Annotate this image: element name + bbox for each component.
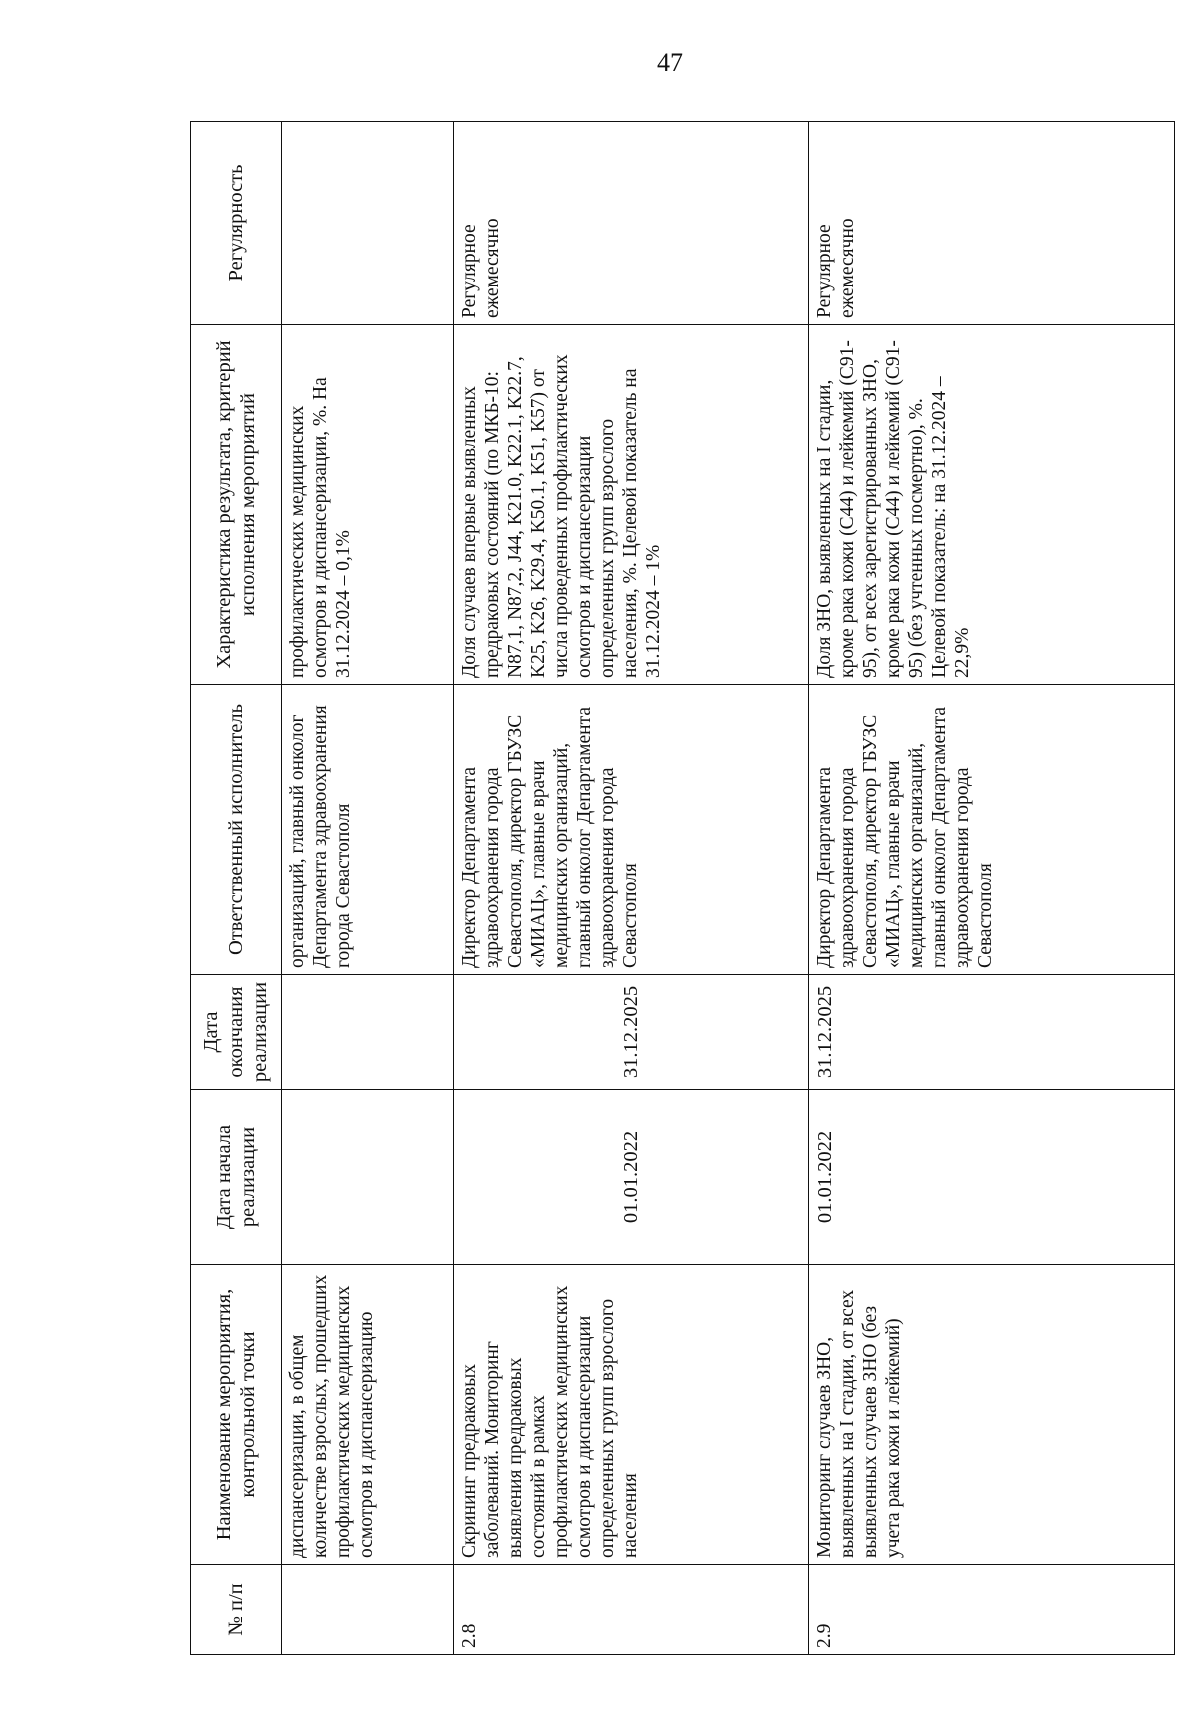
cell-regularity [281, 122, 453, 325]
cell-name: Мониторинг случаев ЗНО, выявленных на I стадии, от всех выявленных случаев ЗНО (без учета рака кожи и лейкемий) [808, 1265, 1174, 1565]
cell-regularity: Регулярное ежемесячно [453, 122, 808, 325]
header-regularity: Регулярность [191, 122, 282, 325]
cell-name: Скрининг предраковых заболеваний. Мониторинг выявления предраковых состояний в рамках профилактических медицинских осмотров и диспансеризации определенных групп взрослого населения [453, 1265, 808, 1565]
cell-number [281, 1565, 453, 1655]
header-number: № п/п [191, 1565, 282, 1655]
table-row [453, 122, 808, 1655]
cell-result: Доля случаев впервые выявленных предраковых состояний (по МКБ-10: N87,1, N87,2, J44, K21.0, K22.1, K22.7, K25, K26, K29.4, K50.1, K51, K57) от числа проведенных профилактических осмотров и диспансеризации определенных групп взрослого населения, %. Целевой показатель на 31.12.2024 – 1% [453, 325, 808, 685]
cell-end-date [281, 975, 453, 1090]
cell-start-date [281, 1090, 453, 1265]
cell-end-date: 31.12.2025 [453, 975, 808, 1090]
cell-regularity: Регулярное ежемесячно [808, 122, 1174, 325]
cell-number: 2.9 [808, 1565, 1174, 1655]
cell-responsible: Директор Департамента здравоохранения города Севастополя, директор ГБУЗС «МИАЦ», главные врачи медицинских организаций, главный онколог Департамента здравоохранения города Севастополя [808, 685, 1174, 975]
cell-start-date: 01.01.2022 [808, 1090, 1174, 1265]
table-header-row [191, 122, 282, 1655]
header-result: Характеристика результата, критерий исполнения мероприятий [191, 325, 282, 685]
header-start-date: Дата начала реализации [191, 1090, 282, 1265]
header-responsible: Ответственный исполнитель [191, 685, 282, 975]
header-end-date: Дата окончания реализации [191, 975, 282, 1090]
cell-number: 2.8 [453, 1565, 808, 1655]
cell-start-date: 01.01.2022 [453, 1090, 808, 1265]
header-name: Наименование мероприятия, контрольной точки [191, 1265, 282, 1565]
rotated-table-container [190, 122, 1175, 1655]
page-number: 47 [657, 48, 683, 77]
cell-responsible: организаций, главный онколог Департамента здравоохранения города Севастополя [281, 685, 453, 975]
cell-end-date: 31.12.2025 [808, 975, 1174, 1090]
cell-name: диспансеризации, в общем количестве взрослых, прошедших профилактических медицинских осмотров и диспансеризацию [281, 1265, 453, 1565]
table-row [281, 122, 453, 1655]
cell-result: профилактических медицинских осмотров и диспансеризации, %. На 31.12.2024 – 0,1% [281, 325, 453, 685]
table-row [808, 122, 1174, 1655]
cell-result: Доля ЗНО, выявленных на I стадии, кроме рака кожи (С44) и лейкемий (С91-95), от всех зарегистрированных ЗНО, кроме рака кожи (С44) и лейкемий (С91-95) (без учтенных посмертно), %. Целевой показатель: на 31.12.2024 – 22,9% [808, 325, 1174, 685]
cell-responsible: Директор Департамента здравоохранения города Севастополя, директор ГБУЗС «МИАЦ», главные врачи медицинских организаций, главный онколог Департамента здравоохранения города Севастополя [453, 685, 808, 975]
events-table [190, 121, 1175, 1655]
